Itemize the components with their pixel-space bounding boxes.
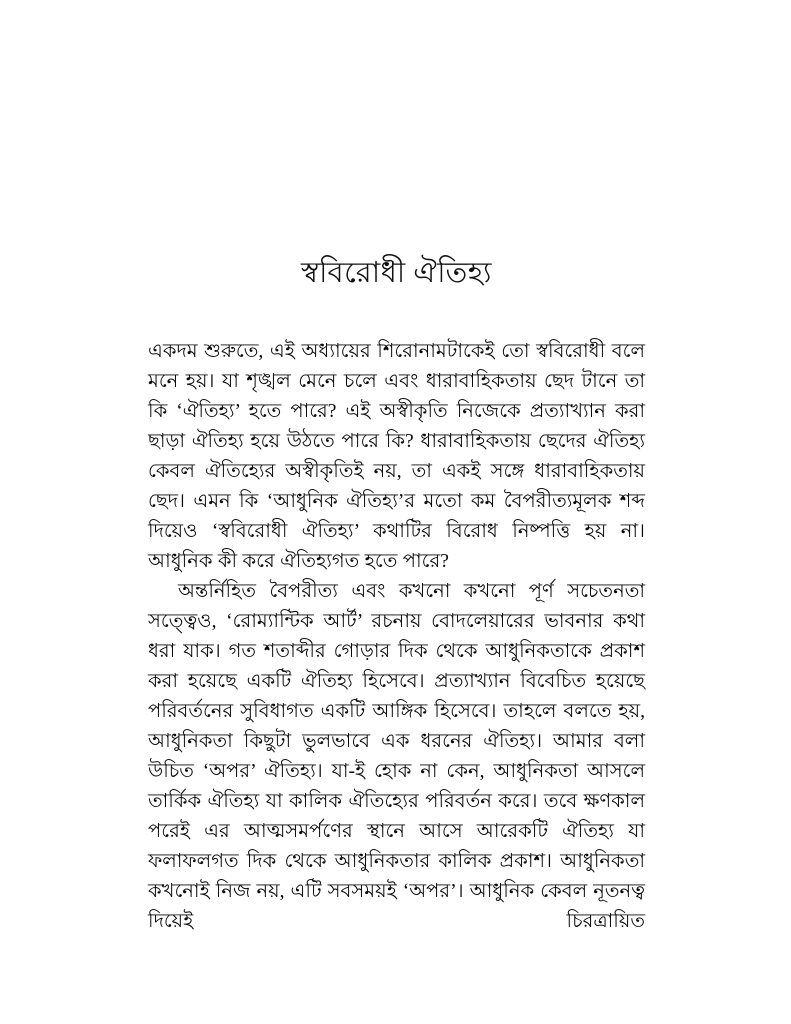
body-paragraph-2: অন্তর্নিহিত বৈপরীত্য এবং কখনো কখনো পূর্ণ সচেতনতা সত্ত্বেও, ‘রোম্যান্টিক আর্ট’ রচনায় বোদলেয়ারের ভাবনার কথা ধরা যাক। গত শতাব্দীর গোড়ার দিক থেকে আধুনিকতাকে প্রকাশ করা হয়েছে একটি ঐতিহ্য হিসেবে। প্রত্যাখ্যান বিবেচিত হয়েছে পরিবর্তনের সুবিধাগত একটি আঙ্গিক হিসেবে। তাহলে বলতে হয়, আধুনিকতা কিছুটা ভুলভাবে এক ধরনের ঐতিহ্য। আমার বলা উচিত ‘অপর’ ঐতিহ্য। যা-ই হোক না কেন, আধুনিকতা আসলে তার্কিক ঐতিহ্য যা কালিক ঐতিহ্যের পরিবর্তন করে। তবে ক্ষণকাল পরেই এর আত্মসমর্পণের স্থানে আসে আরেকটি ঐতিহ্য যা ফলাফলগত দিক থেকে আধুনিকতার কালিক প্রকাশ। আধুনিকতা কখনোই নিজ নয়, এটি সবসময়ই ‘অপর’। আধুনিক কেবল নূতনত্ব দিয়েই চিরত্রায়িত bbox=[148, 581, 645, 933]
body-paragraph-1: একদম শুরুতে, এই অধ্যায়ের শিরোনামটাকেই তো স্ববিরোধী বলে মনে হয়। যা শৃঙ্খল মেনে চলে এবং ধারাবাহিকতায় ছেদ টানে তা কি ‘ঐতিহ্য’ হতে পারে? এই অস্বীকৃতি নিজেকে প্রত্যাখ্যান করা ছাড়া ঐতিহ্য হয়ে উঠতে পারে কি? ধারাবাহিকতায় ছেদের ঐতিহ্য কেবল ঐতিহ্যের অস্বীকৃতিই নয়, তা একই সঙ্গে ধারাবাহিকতায় ছেদ। এমন কি ‘আধুনিক ঐতিহ্য’র মতো কম বৈপরীত্যমূলক শব্দ দিয়েও ‘স্ববিরোধী ঐতিহ্য’ কথাটির বিরোধ নিষ্পত্তি হয় না। আধুনিক কী করে ঐতিহ্যগত হতে পারে? bbox=[148, 341, 645, 573]
page-content bbox=[148, 255, 645, 937]
page-title: স্ববিরোধী ঐতিহ্য bbox=[301, 257, 492, 289]
